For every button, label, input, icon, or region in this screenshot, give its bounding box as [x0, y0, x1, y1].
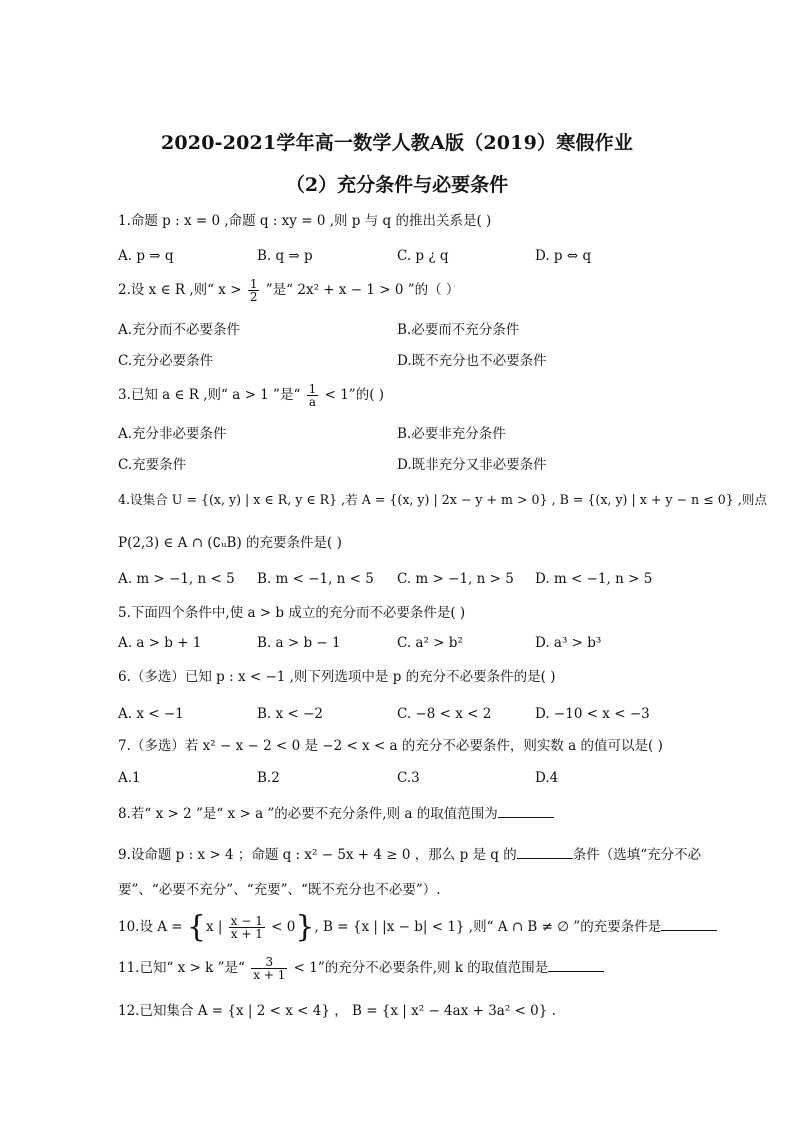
q3-frac-numerator: 1 [308, 382, 317, 396]
q10-frac-denominator: x + 1 [230, 927, 263, 941]
question-5-stem: 5.下面四个条件中,使 a > b 成立的充分而不必要条件是( ) [118, 605, 466, 621]
q1-option-c: C. p ¿ q [397, 248, 449, 264]
q3-option-a: A.充分非必要条件 [118, 426, 227, 442]
q9-answer-blank [517, 846, 573, 859]
q10-set-part-a: x | [206, 919, 223, 935]
question-4-stem-line-2: P(2,3) ∈ A ∩ (∁ᵤB) 的充要条件是( ) [118, 535, 342, 551]
q10-set-part-b: < 0 [271, 919, 296, 935]
q3-option-d: D.既非充分又非必要条件 [397, 457, 547, 473]
q1-option-b: B. q ⇒ p [257, 248, 313, 264]
q7-option-a: A.1 [118, 770, 141, 786]
q10-stem-part-a: 10.设 A = [118, 919, 183, 935]
q5-option-d: D. a³ > b³ [535, 635, 602, 651]
q2-option-a: A.充分而不必要条件 [118, 322, 241, 338]
q10-frac-numerator: x − 1 [230, 914, 263, 928]
q2-frac-denominator: 2 [249, 290, 258, 304]
q4-option-b: B. m < −1, n < 5 [257, 571, 374, 587]
q5-option-b: B. a > b − 1 [257, 635, 341, 651]
q5-option-c: C. a² > b² [397, 635, 463, 651]
q6-option-a: A. x < −1 [118, 706, 184, 722]
question-12-stem: 12.已知集合 A = {x | 2 < x < 4} ， B = {x | x² − 4ax + 3a² < 0} . [118, 1003, 556, 1019]
q11-frac-numerator: 3 [251, 956, 287, 969]
q6-option-c: C. −8 < x < 2 [397, 706, 492, 722]
q3-stem-part-a: 3.已知 a ∈ R ,则“ a > 1 ”是“ [118, 387, 301, 403]
q9-stem-part-b: 条件（选填“充分不必 [572, 847, 702, 863]
question-8-stem [118, 805, 554, 823]
q11-stem-part-b: < 1”的充分不必要条件,则 k 的取值范围是 [293, 960, 549, 976]
q4-option-d: D. m < −1, n > 5 [535, 571, 653, 587]
q2-stem-part-a: 2.设 x ∈ R ,则“ x > [118, 282, 242, 298]
q10-fraction [229, 915, 265, 940]
q3-frac-denominator: a [308, 395, 317, 409]
q8-stem-text: 8.若“ x > 2 ”是“ x > a ”的必要不充分条件,则 a 的取值范围为 [118, 806, 498, 822]
question-1-stem: 1.命题 p : x = 0 ,命题 q : xy = 0 ,则 p 与 q 的推出关系是( ) [118, 213, 492, 229]
q2-stem-part-b: ”是“ 2x² + x − 1 > 0 ”的（ ） [265, 282, 460, 298]
q3-option-c: C.充要条件 [118, 457, 187, 473]
q5-option-a: A. a > b + 1 [118, 635, 202, 651]
q7-option-c: C.3 [397, 770, 420, 786]
q1-option-a: A. p ⇒ q [118, 248, 174, 264]
q11-frac-denominator: x + 1 [253, 968, 286, 982]
q3-option-b: B.必要非充分条件 [397, 426, 506, 442]
q2-option-d: D.既不充分也不必要条件 [397, 353, 547, 369]
q6-option-d: D. −10 < x < −3 [535, 706, 650, 722]
q2-option-c: C.充分必要条件 [118, 353, 214, 369]
q9-stem-part-a: 9.设命题 p : x > 4 ；命题 q : x² − 5x + 4 ≥ 0 ，那么 p 是 q 的 [118, 847, 517, 863]
question-9-stem-line-2: 要”、“必要不充分”、“充要”、“既不充分也不必要”）. [118, 882, 441, 898]
q3-fraction [307, 383, 319, 408]
question-4-stem: 4.设集合 U = {(x, y) | x ∈ R, y ∈ R} ,若 A = {(x, y) | 2x − y + m > 0} , B = {(x, y) | x + y − n ≤ 0} ,则点 [118, 492, 767, 507]
q4-option-c: C. m > −1, n > 5 [397, 571, 514, 587]
q1-option-d: D. p ⇔ q [535, 248, 592, 264]
document-subtitle: （2）充分条件与必要条件 [285, 174, 509, 196]
q7-option-b: B.2 [257, 770, 280, 786]
q11-stem-part-a: 11.已知“ x > k ”是“ [118, 960, 245, 976]
q8-answer-blank [498, 805, 554, 818]
q11-fraction [251, 956, 287, 981]
question-9-stem [118, 846, 701, 864]
q4-option-a: A. m > −1, n < 5 [118, 571, 235, 587]
question-7-stem: 7.（多选）若 x² − x − 2 < 0 是 −2 < x < a 的充分不必要条件，则实数 a 的值可以是( ) [118, 738, 663, 754]
question-11-stem [118, 956, 604, 981]
q7-option-d: D.4 [535, 770, 559, 786]
q6-option-b: B. x < −2 [257, 706, 323, 722]
q2-option-b: B.必要而不充分条件 [397, 322, 520, 338]
question-6-stem: 6.（多选）已知 p : x < −1 ,则下列选项中是 p 的充分不必要条件的是( ) [118, 669, 556, 685]
q10-stem-part-b: , B = {x | |x − b| < 1} ,则“ A ∩ B ≠ ∅ ”的充要条件是 [314, 919, 662, 935]
question-3-stem [118, 383, 384, 408]
document-title: 2020-2021学年高一数学人教A版（2019）寒假作业 [160, 132, 634, 154]
q3-stem-part-b: < 1”的( ) [324, 387, 385, 403]
q10-answer-blank [661, 918, 717, 931]
question-2-stem [118, 278, 459, 303]
q2-frac-numerator: 1 [249, 277, 258, 291]
q11-answer-blank [548, 959, 604, 972]
q2-fraction [248, 278, 260, 303]
question-10-stem: 10.设 A = {x | $\frac{x - 1}{x + 1}$ < 0}, B = {x | |x − b| < 1} ,则“ A ∩ B ≠ ∅ ”的充要条件是 [118, 912, 717, 943]
